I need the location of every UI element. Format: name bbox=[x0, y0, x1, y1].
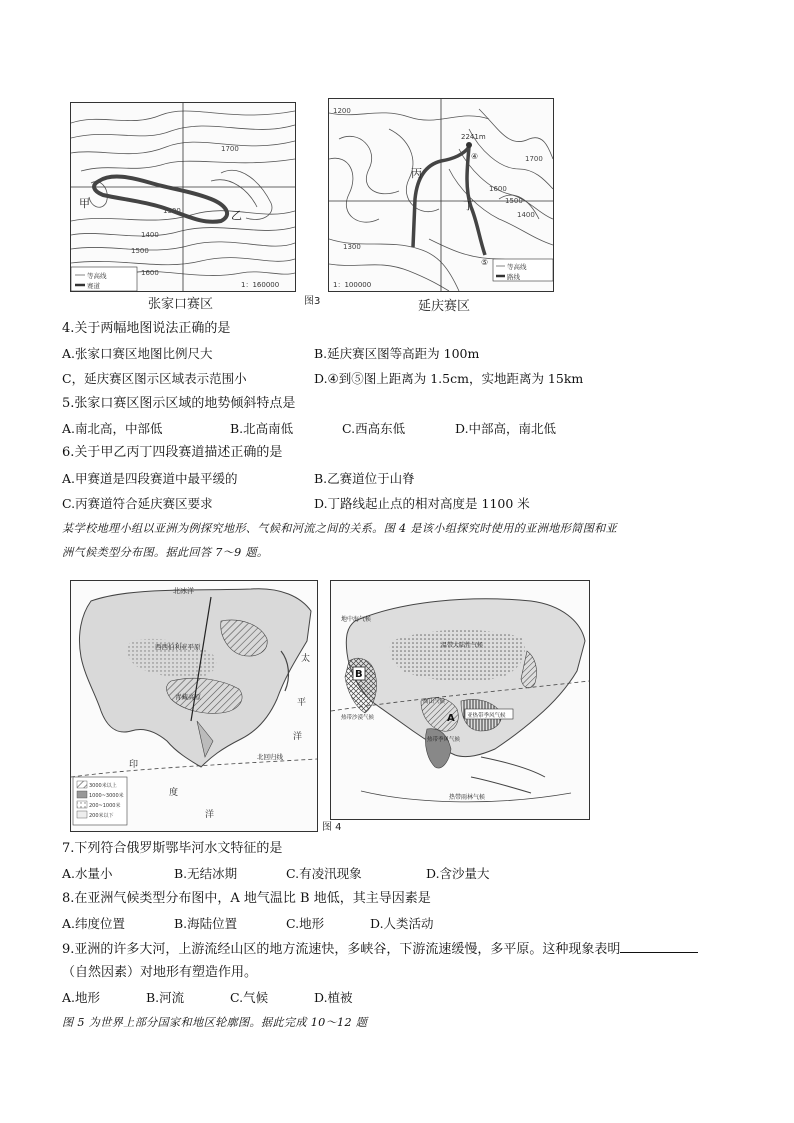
legend-below-200: 200米以下 bbox=[89, 813, 114, 819]
map-label-ding: 丁 bbox=[463, 199, 474, 212]
q4-option-c[interactable]: C，延庆赛区图示区域表示范围小 bbox=[62, 371, 247, 386]
question-5-stem: 5.张家口赛区图示区域的地势倾斜特点是 bbox=[62, 396, 296, 411]
q9-option-a[interactable]: A.地形 bbox=[62, 990, 101, 1005]
q7-option-d[interactable]: D.含沙量大 bbox=[426, 866, 490, 881]
label-pacific-2: 平 bbox=[297, 698, 307, 708]
label-tibetan-plateau: 青藏高原 bbox=[175, 693, 201, 701]
contour-label: 1200 bbox=[333, 107, 351, 115]
q5-option-a[interactable]: A.南北高，中部低 bbox=[62, 421, 163, 436]
contour-label: 1700 bbox=[525, 155, 543, 163]
label-tropical-desert: 热带沙漠气候 bbox=[341, 715, 375, 721]
contour-label: 1500 bbox=[131, 247, 149, 255]
question-9-stem-text: 9.亚洲的许多大河，上游流经山区的地方流速快，多峡谷，下游流速缓慢，多平原。这种现象表明 bbox=[62, 942, 621, 957]
contour-label: 1300 bbox=[163, 207, 181, 215]
figure4-label: 图 4 bbox=[322, 822, 342, 833]
asia-terrain-svg bbox=[71, 581, 317, 831]
label-indian-2: 度 bbox=[169, 788, 179, 798]
legend-track-label: 赛道 bbox=[87, 282, 100, 290]
label-mediterranean: 地中海气候 bbox=[341, 616, 372, 623]
q7-option-c[interactable]: C.有凌汛现象 bbox=[286, 866, 362, 881]
contour-label: 1600 bbox=[489, 185, 507, 193]
zhangjiakou-map-svg bbox=[71, 103, 295, 291]
q7-option-a[interactable]: A.水量小 bbox=[62, 866, 113, 881]
zhangjiakou-caption: 张家口赛区 bbox=[148, 297, 214, 312]
label-west-siberian-plain: 西西伯利亚平原 bbox=[155, 643, 201, 651]
legend-contour-label: 等高线 bbox=[507, 263, 527, 271]
legend-200-1000: 200~1000米 bbox=[89, 803, 121, 809]
q8-option-d[interactable]: D.人类活动 bbox=[370, 916, 434, 931]
q9-option-d[interactable]: D.植被 bbox=[314, 990, 353, 1005]
point-4: ④ bbox=[471, 152, 479, 161]
legend-above-3000: 3000米以上 bbox=[89, 783, 117, 789]
question-6-stem: 6.关于甲乙丙丁四段赛道描述正确的是 bbox=[62, 445, 283, 460]
map-scale: 1：160000 bbox=[241, 281, 280, 289]
q6-option-d[interactable]: D.丁路线起止点的相对高度是 1100 米 bbox=[314, 496, 530, 511]
q4-option-d[interactable]: D.④到⑤图上距离为 1.5cm，实地距离为 15km bbox=[314, 371, 584, 386]
q6-option-c[interactable]: C.丙赛道符合延庆赛区要求 bbox=[62, 496, 213, 511]
map-label-jia: 甲 bbox=[79, 197, 90, 210]
map-label-yi: 乙 bbox=[231, 209, 242, 222]
question-9-stem-line2: （自然因素）对地形有塑造作用。 bbox=[62, 965, 258, 980]
label-tropical-rainforest: 热带雨林气候 bbox=[449, 794, 486, 801]
q4-option-a[interactable]: A.张家口赛区地图比例尺大 bbox=[62, 346, 213, 361]
contour-label: 1400 bbox=[517, 211, 535, 219]
q5-option-d[interactable]: D.中部高，南北低 bbox=[455, 421, 557, 436]
q8-option-a[interactable]: A.纬度位置 bbox=[62, 916, 126, 931]
figure3-label: 图3 bbox=[304, 296, 321, 307]
contour-label: 1300 bbox=[343, 243, 361, 251]
label-point-a: A bbox=[447, 713, 455, 724]
map-scale: 1：100000 bbox=[333, 281, 372, 289]
yanqing-caption: 延庆赛区 bbox=[418, 299, 471, 314]
label-temperate-continental: 温带大陆性气候 bbox=[441, 642, 484, 649]
label-indian-1: 印 bbox=[129, 760, 139, 770]
intro-7-9-line2: 洲气候类型分布图。据此回答 7～9 题。 bbox=[62, 546, 269, 559]
label-highland: 高山气候 bbox=[423, 699, 446, 705]
legend-contour-label: 等高线 bbox=[87, 272, 107, 280]
intro-10-12: 图 5 为世界上部分国家和地区轮廓图。据此完成 10～12 题 bbox=[62, 1016, 368, 1029]
q6-option-a[interactable]: A.甲赛道是四段赛道中最平缓的 bbox=[62, 471, 238, 486]
q9-option-b[interactable]: B.河流 bbox=[146, 990, 185, 1005]
contour-label: 1600 bbox=[141, 269, 159, 277]
q4-option-b[interactable]: B.延庆赛区图等高距为 100m bbox=[314, 346, 480, 361]
asia-climate-svg bbox=[331, 581, 589, 819]
q8-option-c[interactable]: C.地形 bbox=[286, 916, 325, 931]
legend-1000-3000: 1000~3000米 bbox=[89, 793, 124, 799]
q9-option-c[interactable]: C.气候 bbox=[230, 990, 269, 1005]
q6-option-b[interactable]: B.乙赛道位于山脊 bbox=[314, 471, 415, 486]
zhangjiakou-contour-map bbox=[70, 102, 296, 292]
peak-elevation: 2241m bbox=[461, 133, 486, 141]
contour-label: 1400 bbox=[141, 231, 159, 239]
legend-route-label: 路线 bbox=[507, 273, 520, 281]
yanqing-contour-map bbox=[328, 98, 554, 292]
label-tropical-monsoon: 热带季风气候 bbox=[427, 737, 461, 743]
point-5: ⑤ bbox=[481, 258, 489, 267]
label-arctic-ocean: 北冰洋 bbox=[173, 587, 194, 595]
q7-option-b[interactable]: B.无结冰期 bbox=[174, 866, 238, 881]
contour-label: 1700 bbox=[221, 145, 239, 153]
q8-option-b[interactable]: B.海陆位置 bbox=[174, 916, 238, 931]
question-4-stem: 4.关于两幅地图说法正确的是 bbox=[62, 321, 231, 336]
q5-option-b[interactable]: B.北高南低 bbox=[230, 421, 294, 436]
yanqing-map-svg bbox=[329, 99, 553, 291]
label-point-b: B bbox=[355, 669, 363, 680]
label-pacific-3: 洋 bbox=[293, 732, 303, 742]
label-pacific-1: 太 bbox=[301, 654, 311, 664]
label-tropic-of-cancer: 北回归线 bbox=[257, 753, 283, 761]
q5-option-c[interactable]: C.西高东低 bbox=[342, 421, 406, 436]
label-subtropical-monsoon: 亚热带季风气候 bbox=[467, 713, 506, 719]
intro-7-9-line1: 某学校地理小组以亚洲为例探究地形、气候和河流之间的关系。图 4 是该小组探究时使用的亚洲地形简图和亚 bbox=[62, 522, 618, 535]
question-8-stem: 8.在亚洲气候类型分布图中，A 地气温比 B 地低，其主导因素是 bbox=[62, 891, 431, 906]
answer-blank[interactable] bbox=[620, 940, 698, 953]
contour-label: 1500 bbox=[505, 197, 523, 205]
asia-climate-map bbox=[330, 580, 590, 820]
map-label-bing: 丙 bbox=[411, 167, 422, 180]
question-7-stem: 7.下列符合俄罗斯鄂毕河水文特征的是 bbox=[62, 841, 283, 856]
label-indian-3: 洋 bbox=[205, 810, 215, 820]
question-9-stem bbox=[62, 940, 698, 959]
asia-terrain-map bbox=[70, 580, 318, 832]
